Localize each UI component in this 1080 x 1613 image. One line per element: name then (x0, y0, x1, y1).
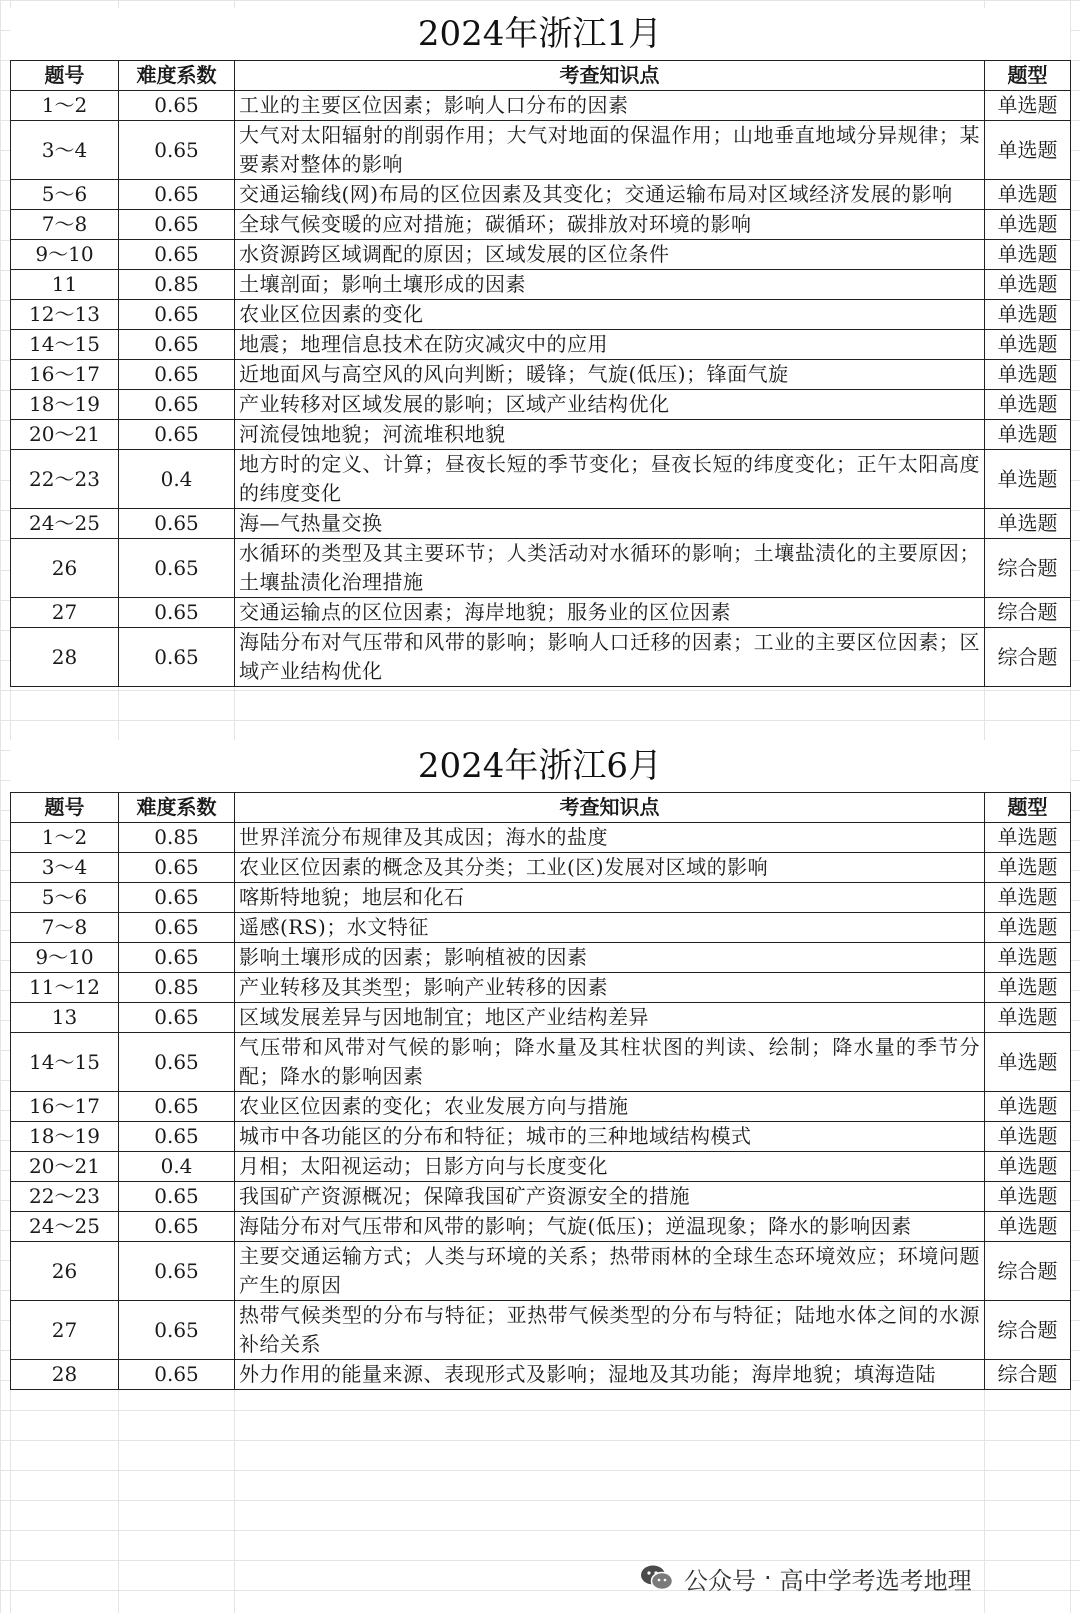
table-row (11, 1152, 1071, 1182)
cell-question-no: 28 (11, 1360, 119, 1390)
table-row (11, 1122, 1071, 1152)
table-row (11, 1092, 1071, 1122)
cell-question-no: 1～2 (11, 91, 119, 121)
cell-knowledge-point: 交通运输点的区位因素；海岸地貌；服务业的区位因素 (235, 598, 985, 628)
cell-difficulty: 0.4 (119, 1152, 235, 1182)
cell-question-no: 9～10 (11, 240, 119, 270)
watermark-separator: · (764, 1564, 772, 1592)
cell-knowledge-point: 海陆分布对气压带和风带的影响；气旋(低压)；逆温现象；降水的影响因素 (235, 1212, 985, 1242)
cell-question-type: 单选题 (985, 1092, 1071, 1122)
cell-difficulty: 0.65 (119, 883, 235, 913)
cell-question-no: 20～21 (11, 420, 119, 450)
cell-difficulty: 0.65 (119, 1033, 235, 1092)
table-row (11, 628, 1071, 687)
cell-knowledge-point: 产业转移对区域发展的影响；区域产业结构优化 (235, 390, 985, 420)
cell-question-no: 27 (11, 1301, 119, 1360)
table-row (11, 270, 1071, 300)
cell-question-type: 单选题 (985, 270, 1071, 300)
cell-knowledge-point: 河流侵蚀地貌；河流堆积地貌 (235, 420, 985, 450)
header-question-type: 题型 (985, 61, 1071, 91)
cell-difficulty: 0.65 (119, 1242, 235, 1301)
table-title: 2024年浙江6月 (10, 740, 1070, 792)
cell-difficulty: 0.65 (119, 539, 235, 598)
header-row (11, 793, 1071, 823)
cell-question-type: 单选题 (985, 210, 1071, 240)
watermark-account: 高中学考选考地理 (779, 1566, 972, 1595)
cell-question-type: 综合题 (985, 1242, 1071, 1301)
cell-question-no: 18～19 (11, 1122, 119, 1152)
table-row (11, 1182, 1071, 1212)
table-row (11, 509, 1071, 539)
cell-knowledge-point: 主要交通运输方式；人类与环境的关系；热带雨林的全球生态环境效应；环境问题产生的原因 (235, 1242, 985, 1301)
cell-knowledge-point: 农业区位因素的变化；农业发展方向与措施 (235, 1092, 985, 1122)
cell-question-no: 22～23 (11, 1182, 119, 1212)
cell-question-no: 11～12 (11, 973, 119, 1003)
cell-difficulty: 0.4 (119, 450, 235, 509)
cell-question-no: 16～17 (11, 1092, 119, 1122)
cell-difficulty: 0.85 (119, 973, 235, 1003)
cell-knowledge-point: 地方时的定义、计算；昼夜长短的季节变化；昼夜长短的纬度变化；正午太阳高度的纬度变化 (235, 450, 985, 509)
cell-knowledge-point: 遥感(RS)；水文特征 (235, 913, 985, 943)
cell-difficulty: 0.65 (119, 121, 235, 180)
cell-question-no: 18～19 (11, 390, 119, 420)
table-row (11, 210, 1071, 240)
cell-knowledge-point: 水循环的类型及其主要环节；人类活动对水循环的影响；土壤盐渍化的主要原因；土壤盐渍化治理措施 (235, 539, 985, 598)
header-difficulty: 难度系数 (119, 793, 235, 823)
table-row (11, 390, 1071, 420)
cell-question-type: 单选题 (985, 180, 1071, 210)
table-row (11, 360, 1071, 390)
cell-difficulty: 0.85 (119, 823, 235, 853)
cell-question-no: 24～25 (11, 509, 119, 539)
cell-difficulty: 0.65 (119, 598, 235, 628)
knowledge-table (10, 60, 1071, 687)
cell-difficulty: 0.85 (119, 270, 235, 300)
cell-difficulty: 0.65 (119, 91, 235, 121)
cell-question-no: 13 (11, 1003, 119, 1033)
cell-question-no: 5～6 (11, 180, 119, 210)
cell-question-type: 综合题 (985, 598, 1071, 628)
cell-question-type: 单选题 (985, 883, 1071, 913)
cell-difficulty: 0.65 (119, 1212, 235, 1242)
table-row (11, 1212, 1071, 1242)
cell-question-no: 3～4 (11, 121, 119, 180)
cell-question-no: 3～4 (11, 853, 119, 883)
knowledge-table (10, 792, 1071, 1390)
cell-difficulty: 0.65 (119, 180, 235, 210)
cell-question-type: 单选题 (985, 420, 1071, 450)
cell-difficulty: 0.65 (119, 390, 235, 420)
table-section-june (10, 740, 1070, 1390)
header-knowledge-point: 考查知识点 (235, 61, 985, 91)
cell-knowledge-point: 工业的主要区位因素；影响人口分布的因素 (235, 91, 985, 121)
cell-question-type: 单选题 (985, 390, 1071, 420)
table-row (11, 973, 1071, 1003)
cell-knowledge-point: 气压带和风带对气候的影响；降水量及其柱状图的判读、绘制；降水量的季节分配；降水的影响因素 (235, 1033, 985, 1092)
cell-difficulty: 0.65 (119, 1122, 235, 1152)
table-row (11, 913, 1071, 943)
cell-question-no: 27 (11, 598, 119, 628)
header-question-type: 题型 (985, 793, 1071, 823)
cell-difficulty: 0.65 (119, 300, 235, 330)
table-row (11, 1003, 1071, 1033)
cell-question-no: 14～15 (11, 330, 119, 360)
cell-knowledge-point: 交通运输线(网)布局的区位因素及其变化；交通运输布局对区域经济发展的影响 (235, 180, 985, 210)
cell-knowledge-point: 月相；太阳视运动；日影方向与长度变化 (235, 1152, 985, 1182)
cell-question-type: 单选题 (985, 121, 1071, 180)
table-row (11, 300, 1071, 330)
cell-knowledge-point: 全球气候变暖的应对措施；碳循环；碳排放对环境的影响 (235, 210, 985, 240)
cell-difficulty: 0.65 (119, 913, 235, 943)
wechat-icon (640, 1564, 674, 1592)
cell-difficulty: 0.65 (119, 1182, 235, 1212)
cell-question-type: 单选题 (985, 1152, 1071, 1182)
cell-question-type: 单选题 (985, 91, 1071, 121)
cell-difficulty: 0.65 (119, 853, 235, 883)
header-row (11, 61, 1071, 91)
cell-knowledge-point: 大气对太阳辐射的削弱作用；大气对地面的保温作用；山地垂直地域分异规律；某要素对整体的影响 (235, 121, 985, 180)
cell-difficulty: 0.65 (119, 1301, 235, 1360)
cell-question-type: 单选题 (985, 1122, 1071, 1152)
cell-question-type: 综合题 (985, 1301, 1071, 1360)
cell-question-no: 1～2 (11, 823, 119, 853)
cell-question-type: 单选题 (985, 853, 1071, 883)
cell-question-type: 单选题 (985, 1212, 1071, 1242)
cell-difficulty: 0.65 (119, 1360, 235, 1390)
table-row (11, 180, 1071, 210)
cell-question-no: 20～21 (11, 1152, 119, 1182)
cell-knowledge-point: 海陆分布对气压带和风带的影响；影响人口迁移的因素；工业的主要区位因素；区域产业结构优化 (235, 628, 985, 687)
cell-knowledge-point: 我国矿产资源概况；保障我国矿产资源安全的措施 (235, 1182, 985, 1212)
cell-knowledge-point: 城市中各功能区的分布和特征；城市的三种地域结构模式 (235, 1122, 985, 1152)
header-question-no: 题号 (11, 61, 119, 91)
cell-question-no: 28 (11, 628, 119, 687)
table-row (11, 943, 1071, 973)
header-question-no: 题号 (11, 793, 119, 823)
cell-knowledge-point: 产业转移及其类型；影响产业转移的因素 (235, 973, 985, 1003)
cell-question-type: 综合题 (985, 539, 1071, 598)
cell-question-no: 11 (11, 270, 119, 300)
table-row (11, 1033, 1071, 1092)
cell-question-type: 单选题 (985, 1182, 1071, 1212)
cell-question-type: 单选题 (985, 913, 1071, 943)
table-row (11, 240, 1071, 270)
table-row (11, 330, 1071, 360)
cell-question-no: 12～13 (11, 300, 119, 330)
cell-question-type: 单选题 (985, 240, 1071, 270)
cell-difficulty: 0.65 (119, 210, 235, 240)
cell-difficulty: 0.65 (119, 943, 235, 973)
cell-question-type: 单选题 (985, 330, 1071, 360)
table-section-january (10, 8, 1070, 687)
cell-question-no: 26 (11, 539, 119, 598)
header-difficulty: 难度系数 (119, 61, 235, 91)
cell-question-type: 单选题 (985, 1033, 1071, 1092)
cell-question-type: 综合题 (985, 1360, 1071, 1390)
cell-question-no: 5～6 (11, 883, 119, 913)
table-row (11, 853, 1071, 883)
cell-difficulty: 0.65 (119, 330, 235, 360)
cell-knowledge-point: 土壤剖面；影响土壤形成的因素 (235, 270, 985, 300)
cell-difficulty: 0.65 (119, 420, 235, 450)
cell-knowledge-point: 近地面风与高空风的风向判断；暖锋；气旋(低压)；锋面气旋 (235, 360, 985, 390)
table-row (11, 539, 1071, 598)
cell-knowledge-point: 影响土壤形成的因素；影响植被的因素 (235, 943, 985, 973)
table-row (11, 598, 1071, 628)
cell-question-type: 单选题 (985, 943, 1071, 973)
table-row (11, 450, 1071, 509)
table-row (11, 883, 1071, 913)
cell-question-no: 7～8 (11, 210, 119, 240)
table-row (11, 823, 1071, 853)
table-row (11, 420, 1071, 450)
cell-question-no: 22～23 (11, 450, 119, 509)
cell-question-type: 单选题 (985, 360, 1071, 390)
watermark-prefix: 公众号 (684, 1566, 756, 1595)
cell-question-type: 单选题 (985, 450, 1071, 509)
cell-knowledge-point: 水资源跨区域调配的原因；区域发展的区位条件 (235, 240, 985, 270)
cell-difficulty: 0.65 (119, 1003, 235, 1033)
cell-difficulty: 0.65 (119, 240, 235, 270)
cell-knowledge-point: 热带气候类型的分布与特征；亚热带气候类型的分布与特征；陆地水体之间的水源补给关系 (235, 1301, 985, 1360)
cell-knowledge-point: 海—气热量交换 (235, 509, 985, 539)
table-row (11, 1301, 1071, 1360)
table-row (11, 1242, 1071, 1301)
cell-question-no: 26 (11, 1242, 119, 1301)
cell-question-type: 单选题 (985, 1003, 1071, 1033)
cell-knowledge-point: 地震；地理信息技术在防灾减灾中的应用 (235, 330, 985, 360)
header-knowledge-point: 考查知识点 (235, 793, 985, 823)
cell-knowledge-point: 外力作用的能量来源、表现形式及影响；湿地及其功能；海岸地貌；填海造陆 (235, 1360, 985, 1390)
cell-difficulty: 0.65 (119, 509, 235, 539)
cell-knowledge-point: 农业区位因素的概念及其分类；工业(区)发展对区域的影响 (235, 853, 985, 883)
cell-question-type: 单选题 (985, 509, 1071, 539)
cell-knowledge-point: 农业区位因素的变化 (235, 300, 985, 330)
cell-question-no: 14～15 (11, 1033, 119, 1092)
cell-difficulty: 0.65 (119, 628, 235, 687)
cell-knowledge-point: 世界洋流分布规律及其成因；海水的盐度 (235, 823, 985, 853)
cell-question-type: 单选题 (985, 823, 1071, 853)
cell-difficulty: 0.65 (119, 360, 235, 390)
cell-question-type: 单选题 (985, 973, 1071, 1003)
cell-knowledge-point: 喀斯特地貌；地层和化石 (235, 883, 985, 913)
cell-knowledge-point: 区域发展差异与因地制宜；地区产业结构差异 (235, 1003, 985, 1033)
cell-question-no: 24～25 (11, 1212, 119, 1242)
table-row (11, 91, 1071, 121)
table-title: 2024年浙江1月 (10, 8, 1070, 60)
table-row (11, 121, 1071, 180)
cell-question-no: 7～8 (11, 913, 119, 943)
cell-question-no: 9～10 (11, 943, 119, 973)
cell-difficulty: 0.65 (119, 1092, 235, 1122)
cell-question-no: 16～17 (11, 360, 119, 390)
wechat-watermark (640, 1558, 972, 1598)
cell-question-type: 单选题 (985, 300, 1071, 330)
cell-question-type: 综合题 (985, 628, 1071, 687)
table-row (11, 1360, 1071, 1390)
